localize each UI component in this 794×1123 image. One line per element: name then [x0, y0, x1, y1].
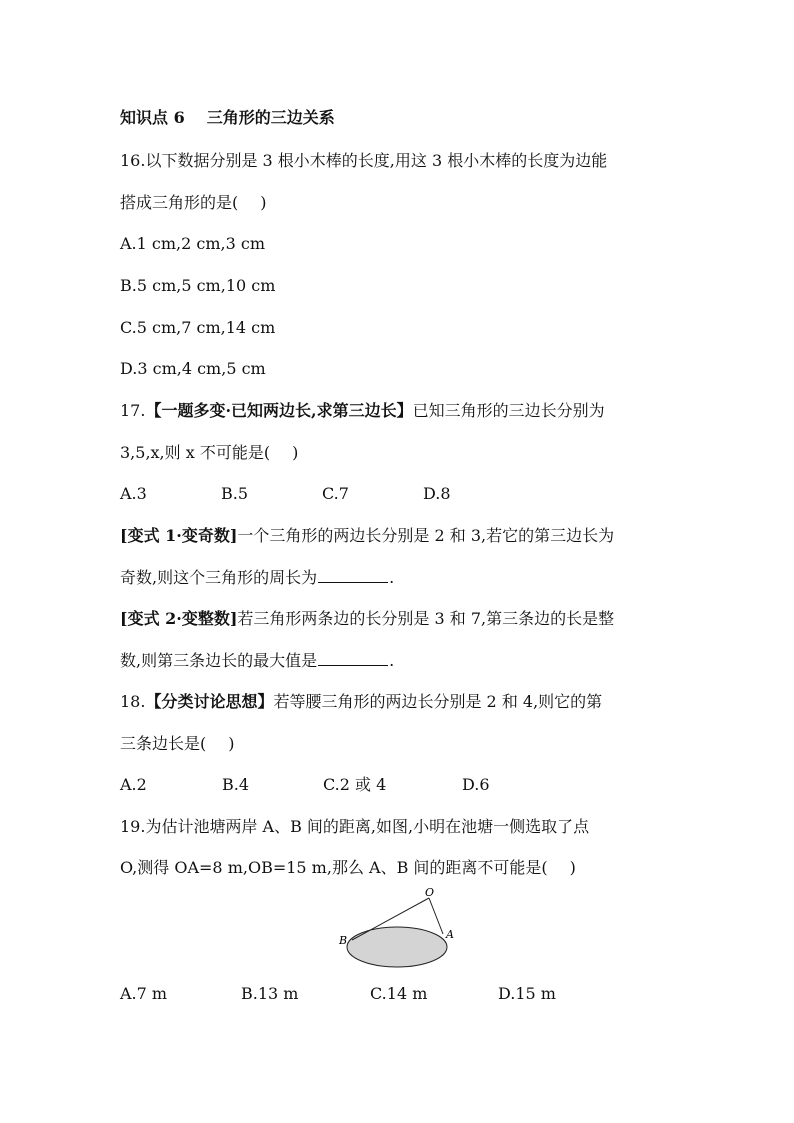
q18-stem-line2 [120, 733, 235, 755]
q18-number: 18. [120, 692, 146, 711]
q18-option-a: A.2 [120, 775, 147, 794]
section-header [120, 107, 335, 129]
q18-stem-rest: 若等腰三角形的两边长分别是 2 和 4,则它的第 [273, 692, 603, 711]
q18-option-b: B.4 [222, 775, 250, 794]
q17-variant1-blank [318, 566, 388, 583]
q19-stem-text: O,测得 OA=8 m,OB=15 m,那么 A、B 间的距离不可能是( [120, 858, 548, 877]
q18-close-paren: ) [228, 734, 235, 753]
q16-stem-line2 [120, 192, 267, 214]
q17-option-d: D.8 [423, 484, 451, 503]
pond-ellipse [347, 927, 447, 967]
q18-option-c: C.2 或 4 [323, 775, 387, 794]
q19-option-d: D.15 m [498, 984, 556, 1003]
q17-variant2-blank [318, 649, 388, 666]
q17-option-b: B.5 [221, 484, 249, 503]
q18-stem-text: 三条边长是( [120, 734, 207, 753]
section-title: 三角形的三边关系 [206, 108, 335, 127]
q17-variant1-line2 [120, 566, 394, 589]
q19-stem-line1: 19.为估计池塘两岸 A、B 间的距离,如图,小明在池塘一侧选取了点 [120, 817, 590, 836]
q17-variant2-line2 [120, 649, 394, 672]
q17-variant1-text2: 奇数,则这个三角形的周长为 [120, 568, 318, 587]
q16-stem-text: 搭成三角形的是( [120, 193, 239, 212]
q17-variant1-line1 [120, 525, 614, 547]
q17-close-paren: ) [292, 443, 299, 462]
q16-option-a: A.1 cm,2 cm,3 cm [120, 234, 266, 253]
q17-number: 17. [120, 401, 146, 420]
q17-option-a: A.3 [120, 484, 147, 503]
segment-oa [429, 898, 443, 934]
q17-variant1-tag: [变式 1·变奇数] [120, 526, 238, 545]
point-b-label: B [339, 934, 348, 947]
q16-option-c: C.5 cm,7 cm,14 cm [120, 318, 276, 337]
q16-option-b: B.5 cm,5 cm,10 cm [120, 276, 276, 295]
q19-option-c: C.14 m [370, 984, 428, 1003]
q19-stem-line2 [120, 857, 576, 879]
point-a-label: A [446, 928, 454, 941]
point-o-label: O [425, 886, 435, 899]
q16-close-paren: ) [260, 193, 267, 212]
q16-stem-line1: 16.以下数据分别是 3 根小木棒的长度,用这 3 根小木棒的长度为边能 [120, 151, 608, 170]
q18-tag: 【分类讨论思想】 [145, 692, 274, 711]
q16-option-d: D.3 cm,4 cm,5 cm [120, 359, 266, 378]
q17-stem-text: 3,5,x,则 x 不可能是( [120, 443, 271, 462]
q18-option-d: D.6 [462, 775, 490, 794]
q17-variant2-tag: [变式 2·变整数] [120, 609, 238, 628]
q17-variant1-text: 一个三角形的两边长分别是 2 和 3,若它的第三边长为 [237, 526, 615, 545]
q18-stem-line1 [120, 691, 602, 713]
section-label: 知识点 6 [120, 108, 185, 127]
q17-variant2-end: . [389, 651, 395, 670]
q17-variant2-line1 [120, 608, 614, 630]
q17-option-c: C.7 [322, 484, 349, 503]
q17-stem-line2 [120, 442, 298, 464]
q17-stem-line1 [120, 400, 605, 422]
q19-option-a: A.7 m [120, 984, 168, 1003]
q17-tag: 【一题多变·已知两边长,求第三边长】 [145, 401, 413, 420]
q17-variant2-text: 若三角形两条边的长分别是 3 和 7,第三条边的长是整 [237, 609, 615, 628]
q17-variant2-text2: 数,则第三条边长的最大值是 [120, 651, 318, 670]
q19-close-paren: ) [569, 858, 576, 877]
pond-figure [335, 882, 460, 972]
q17-stem-rest: 已知三角形的三边长分别为 [412, 401, 605, 420]
q19-option-b: B.13 m [241, 984, 299, 1003]
q17-variant1-end: . [389, 568, 395, 587]
